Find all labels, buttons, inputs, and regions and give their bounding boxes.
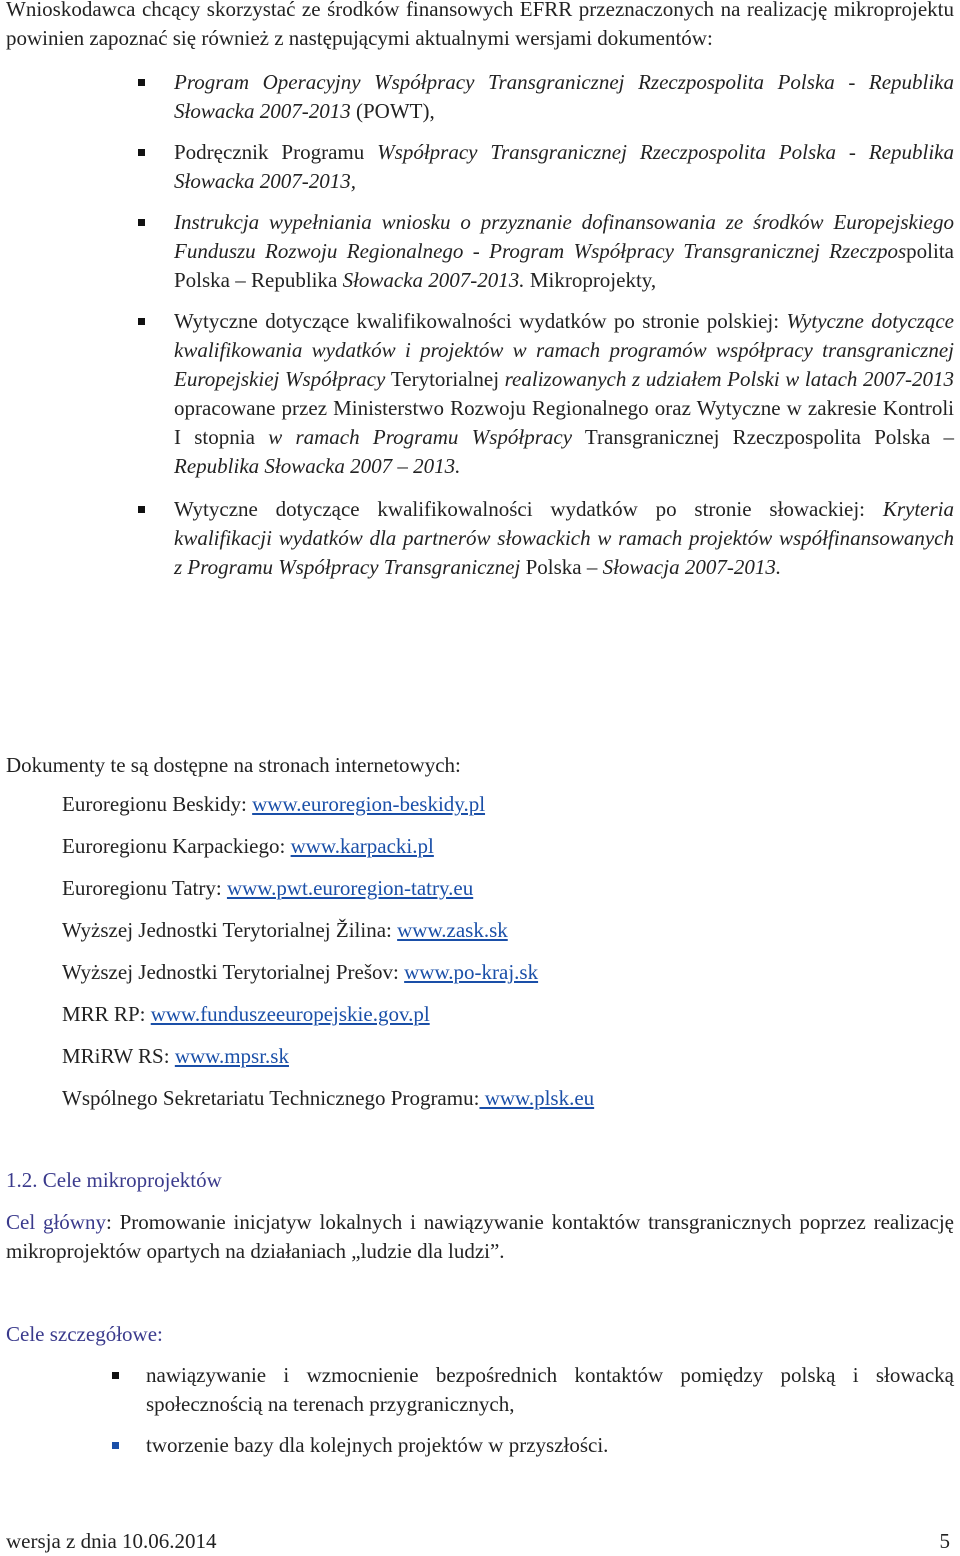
- square-bullet-icon: [138, 506, 145, 513]
- website-link[interactable]: www.mpsr.sk: [174, 1044, 289, 1068]
- page-number: 5: [939, 1529, 950, 1553]
- main-goal-text: : Promowanie inicjatyw lokalnych i nawiązywanie kontaktów transgranicznych poprzez realizację mikroprojektów opartych na działaniach „ludzie dla ludzi”.: [6, 1210, 954, 1263]
- list-item: [134, 307, 954, 481]
- square-bullet-icon: [112, 1372, 119, 1379]
- document-prefix: Wytyczne dotyczące kwalifikowalności wydatków po stronie słowackiej:: [174, 497, 883, 521]
- link-label: Euroregionu Tatry:: [62, 876, 227, 900]
- website-link[interactable]: www.po-kraj.sk: [404, 960, 539, 984]
- link-row: [62, 916, 594, 958]
- link-label: MRiRW RS:: [62, 1044, 175, 1068]
- website-link[interactable]: www.plsk.eu: [479, 1086, 595, 1110]
- link-label: Wspólnego Sekretariatu Technicznego Programu:: [62, 1086, 480, 1110]
- section-heading: [6, 1166, 222, 1195]
- document-title-plain: Polska –: [520, 555, 603, 579]
- goal-text: tworzenie bazy dla kolejnych projektów w przyszłości.: [146, 1433, 609, 1457]
- link-label: Euroregionu Beskidy:: [62, 792, 253, 816]
- version-date: wersja z dnia 10.06.2014: [6, 1529, 217, 1553]
- document-text-2: Transgranicznej Rzeczpospolita Polska –: [572, 425, 954, 449]
- specific-goals-heading: Cele szczegółowe:: [6, 1322, 163, 1346]
- link-label: Wyższej Jednostki Terytorialnej Žilina:: [62, 918, 398, 942]
- link-label: MRR RP:: [62, 1002, 151, 1026]
- document-title-3: w ramach Programu Współpracy: [268, 425, 573, 449]
- goal-text: nawiązywanie i wzmocnienie bezpośrednich kontaktów pomiędzy polską i słowacką społecznością na terenach przygranicznych,: [146, 1363, 954, 1416]
- document-suffix: Mikroprojekty,: [524, 268, 657, 292]
- document-suffix: (POWT),: [350, 99, 435, 123]
- document-title: Współpracy Transgranicznej Rzeczpospolita Polska - Republika Słowacka 2007-2013,: [174, 140, 954, 193]
- document-title-2: realizowanych z udziałem Polski w latach 2007-2013: [504, 367, 954, 391]
- website-link[interactable]: www.pwt.euroregion-tatry.eu: [226, 876, 474, 900]
- website-link[interactable]: www.zask.sk: [397, 918, 508, 942]
- link-label: Euroregionu Karpackiego:: [62, 834, 291, 858]
- link-row: [62, 1042, 594, 1084]
- specific-goals-list: [108, 1361, 954, 1460]
- website-link[interactable]: www.euroregion-beskidy.pl: [252, 792, 486, 816]
- section-number: 1.2.: [6, 1168, 38, 1192]
- square-bullet-icon: [138, 219, 145, 226]
- square-bullet-icon: [138, 79, 145, 86]
- document-text: opracowane przez Ministerstwo Rozwoju Regionalnego oraz Wytyczne w zakresie Kontroli I stopnia: [174, 396, 954, 449]
- main-goal-label: Cel główny: [6, 1210, 106, 1234]
- list-item: [108, 1361, 954, 1419]
- list-item: [108, 1431, 954, 1460]
- square-bullet-icon: [138, 149, 145, 156]
- document-title: Instrukcja wypełniania wniosku o przyznanie dofinansowania ze środków Europejskiego Funduszu Rozwoju Regionalnego - Program Współpracy Transgranicznej Rzeczpos: [174, 210, 954, 263]
- document-prefix: Podręcznik Programu: [174, 140, 378, 164]
- document-title-4: Republika Słowacka 2007 – 2013.: [174, 454, 461, 478]
- link-row: [62, 1000, 594, 1042]
- list-item: [134, 68, 954, 126]
- document-prefix: Wytyczne dotyczące kwalifikowalności wydatków po stronie polskiej:: [174, 309, 787, 333]
- document-title-end: Słowacja 2007-2013.: [602, 555, 782, 579]
- main-goal-paragraph: [6, 1208, 954, 1266]
- link-row: [62, 958, 594, 1000]
- list-item: [134, 138, 954, 196]
- link-row: [62, 832, 594, 874]
- list-item: [134, 495, 954, 582]
- links-list: [62, 790, 594, 1126]
- document-title-plain: polita Polska – Republika: [174, 239, 954, 292]
- link-row: [62, 874, 594, 916]
- documents-list: [134, 68, 954, 582]
- square-bullet-icon: [138, 318, 145, 325]
- list-item: [134, 208, 954, 295]
- link-row: [62, 1084, 594, 1126]
- link-label: Wyższej Jednostki Terytorialnej Prešov:: [62, 960, 405, 984]
- website-link[interactable]: www.funduszeeuropejskie.gov.pl: [150, 1002, 430, 1026]
- docs-heading: Dokumenty te są dostępne na stronach internetowych:: [6, 753, 461, 777]
- square-bullet-icon: [112, 1442, 119, 1449]
- section-title: Cele mikroprojektów: [37, 1168, 222, 1192]
- link-row: [62, 790, 594, 832]
- intro-paragraph: Wnioskodawca chcący skorzystać ze środków finansowych EFRR przeznaczonych na realizację mikroprojektu powinien zapoznać się również z następującymi aktualnymi wersjami dokumentów:: [6, 0, 954, 50]
- website-link[interactable]: www.karpacki.pl: [290, 834, 434, 858]
- document-title: Program Operacyjny Współpracy Transgranicznej Rzeczpospolita Polska - Republika Słowacka 2007-2013: [174, 70, 954, 123]
- page-footer: [6, 1527, 950, 1556]
- document-title-end: Słowacka 2007-2013.: [342, 268, 525, 292]
- document-title: Kryteria kwalifikacji wydatków dla partnerów słowackich w ramach projektów współfinansowanych z Programu Współpracy Transgranicznej: [174, 497, 954, 579]
- document-title: Wytyczne dotyczące kwalifikowania wydatków i projektów w ramach programów współpracy transgranicznej Europejskiej Współpracy: [174, 309, 954, 391]
- document-title-plain: Terytorialnej: [390, 367, 505, 391]
